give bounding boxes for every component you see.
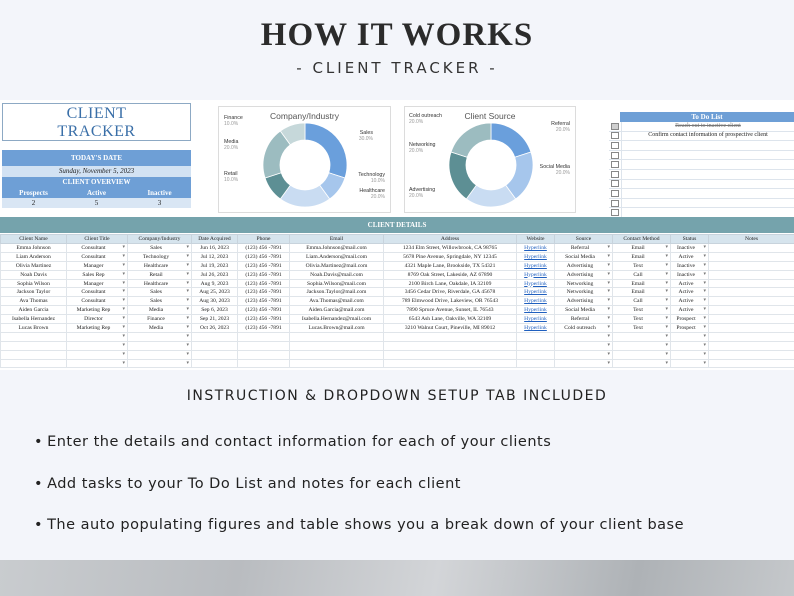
table-cell[interactable] — [238, 341, 290, 350]
table-cell[interactable]: Email ▾ — [613, 288, 671, 297]
website-link-cell[interactable]: Hyperlink — [517, 288, 555, 297]
client-details-header: CLIENT DETAILS — [0, 217, 794, 233]
overview-value-prospects: 2 — [31, 199, 36, 207]
column-header: Contact Method — [613, 235, 671, 244]
table-cell[interactable]: Call ▾ — [613, 270, 671, 279]
table-cell[interactable]: (123) 456 -7891 — [238, 297, 290, 306]
table-cell[interactable] — [67, 350, 128, 359]
instruction-bullet-1: • Enter the details and contact information for each of your clients — [34, 434, 551, 450]
table-cell[interactable]: Active ▾ — [671, 297, 709, 306]
todo-list — [609, 112, 794, 218]
table-cell[interactable]: Lucas.Brown@mail.com — [290, 324, 384, 333]
table-row — [1, 252, 794, 261]
overview-value-inactive: 3 — [157, 199, 162, 207]
todo-item[interactable] — [609, 189, 794, 199]
table-cell[interactable]: Jul 19, 2023 — [192, 261, 238, 270]
marble-footer — [0, 560, 794, 596]
table-cell[interactable]: Emma.Johnson@mail.com — [290, 244, 384, 253]
todays-date-value[interactable]: Sunday, November 5, 2023 — [2, 166, 191, 177]
table-cell[interactable]: Marketing Rep ▾ — [67, 306, 128, 315]
instruction-bullet-3: • The auto populating figures and table shows you a break down of your client base — [34, 517, 684, 533]
client-tracker-title — [2, 103, 191, 141]
percent-label: 10.0% — [224, 177, 239, 183]
table-cell[interactable]: Advertising ▾ — [555, 261, 613, 270]
page-title: HOW IT WORKS — [260, 17, 534, 53]
table-cell[interactable] — [192, 359, 238, 368]
todo-item[interactable] — [609, 160, 794, 170]
website-link-cell[interactable]: Hyperlink — [517, 244, 555, 253]
table-cell[interactable]: Inactive ▾ — [671, 244, 709, 253]
table-cell[interactable]: Oct 26, 2023 — [192, 324, 238, 333]
table-cell[interactable] — [238, 359, 290, 368]
table-cell[interactable]: Email ▾ — [613, 252, 671, 261]
todo-text[interactable] — [621, 208, 794, 217]
table-cell[interactable] — [555, 332, 613, 341]
table-cell[interactable]: Text ▾ — [613, 315, 671, 324]
company-industry-chart — [219, 107, 390, 212]
table-cell[interactable]: Jul 12, 2023 — [192, 252, 238, 261]
table-cell[interactable]: Liam Anderson — [1, 252, 67, 261]
table-cell[interactable] — [709, 324, 794, 333]
overview-label-inactive: Inactive — [147, 189, 172, 197]
column-header: Date Acquired — [192, 235, 238, 244]
table-cell[interactable] — [290, 341, 384, 350]
legend-label: Cold outreach — [409, 113, 442, 119]
table-cell[interactable]: (123) 456 -7891 — [238, 315, 290, 324]
table-row — [1, 270, 794, 279]
table-row — [1, 244, 794, 253]
table-cell[interactable]: Noah Davis — [1, 270, 67, 279]
table-row — [1, 261, 794, 270]
table-row — [1, 315, 794, 324]
table-cell[interactable] — [128, 359, 192, 368]
tracker-title-line2: TRACKER — [57, 123, 136, 140]
table-cell[interactable] — [192, 341, 238, 350]
table-cell[interactable]: Media ▾ — [128, 324, 192, 333]
website-link-cell[interactable]: Hyperlink — [517, 324, 555, 333]
column-header: Phone — [238, 235, 290, 244]
table-row — [1, 306, 794, 315]
table-row — [1, 297, 794, 306]
table-cell[interactable] — [613, 350, 671, 359]
table-cell[interactable] — [1, 350, 67, 359]
table-cell[interactable]: Text ▾ — [613, 324, 671, 333]
table-cell[interactable]: 789 Elmwood Drive, Lakeview, OR 76543 — [384, 297, 517, 306]
table-row — [1, 350, 794, 359]
client-overview-header: CLIENT OVERVIEW — [2, 177, 191, 188]
legend-label: Networking — [409, 142, 436, 148]
table-cell[interactable]: (123) 456 -7891 — [238, 261, 290, 270]
table-cell[interactable]: Technology ▾ — [128, 252, 192, 261]
website-link-cell[interactable]: Hyperlink — [517, 315, 555, 324]
table-cell[interactable]: 6543 Ash Lane, Oakville, WA 32109 — [384, 315, 517, 324]
client-source-chart — [405, 107, 575, 212]
table-cell[interactable] — [384, 341, 517, 350]
percent-label: 20.0% — [224, 145, 239, 151]
table-cell[interactable]: Director ▾ — [67, 315, 128, 324]
todo-item[interactable] — [609, 170, 794, 180]
percent-label: 30.0% — [358, 136, 373, 142]
table-cell[interactable]: Sophia Wilson — [1, 279, 67, 288]
table-row — [1, 324, 794, 333]
table-cell[interactable]: 7890 Spruce Avenue, Sunset, IL 76543 — [384, 306, 517, 315]
table-cell[interactable]: Advertising ▾ — [555, 297, 613, 306]
table-cell[interactable]: Social Media ▾ — [555, 306, 613, 315]
table-cell[interactable]: Active ▾ — [671, 279, 709, 288]
table-cell[interactable] — [709, 306, 794, 315]
legend-label: Social Media — [539, 164, 570, 170]
todo-item[interactable] — [609, 151, 794, 161]
table-cell[interactable]: (123) 456 -7891 — [238, 324, 290, 333]
table-cell[interactable]: Manager ▾ — [67, 261, 128, 270]
table-cell[interactable] — [128, 341, 192, 350]
todo-list-header: To Do List — [620, 112, 794, 122]
table-cell[interactable] — [671, 341, 709, 350]
table-cell[interactable]: Sophia.Wilson@mail.com — [290, 279, 384, 288]
table-cell[interactable] — [67, 332, 128, 341]
table-cell[interactable]: Olivia Martinez — [1, 261, 67, 270]
table-cell[interactable]: Social Media ▾ — [555, 252, 613, 261]
table-cell[interactable]: Sales Rep ▾ — [67, 270, 128, 279]
table-cell[interactable]: Aug 25, 2023 — [192, 288, 238, 297]
todo-checkbox[interactable] — [611, 123, 619, 130]
table-cell[interactable]: Inactive ▾ — [671, 261, 709, 270]
table-cell[interactable]: 4321 Maple Lane, Brookside, TX 54321 — [384, 261, 517, 270]
todo-checkbox[interactable] — [611, 161, 619, 168]
table-cell[interactable]: Isabella.Hernandez@mail.com — [290, 315, 384, 324]
todo-text[interactable] — [621, 189, 794, 198]
legend-label: Referral — [551, 121, 570, 127]
todo-checkbox[interactable] — [611, 132, 619, 139]
table-cell[interactable]: (123) 456 -7891 — [238, 306, 290, 315]
table-cell[interactable]: Olivia.Martinez@mail.com — [290, 261, 384, 270]
table-cell[interactable]: Referral ▾ — [555, 315, 613, 324]
column-header: Website — [517, 235, 555, 244]
legend-label: Healthcare — [359, 188, 385, 194]
table-cell[interactable]: 3456 Cedar Drive, Riverdale, GA 45678 — [384, 288, 517, 297]
website-link-cell[interactable] — [517, 359, 555, 368]
table-cell[interactable] — [1, 332, 67, 341]
todo-item[interactable] — [609, 122, 794, 132]
todo-item[interactable] — [609, 132, 794, 142]
legend-label: Advertising — [409, 187, 436, 193]
table-cell[interactable]: Consultant ▾ — [67, 288, 128, 297]
company-industry-chart-card — [218, 106, 391, 213]
column-header: Source — [555, 235, 613, 244]
table-cell[interactable]: (123) 456 -7891 — [238, 279, 290, 288]
table-cell[interactable]: Prospect ▾ — [671, 315, 709, 324]
table-cell[interactable]: Marketing Rep ▾ — [67, 324, 128, 333]
todo-item[interactable] — [609, 141, 794, 151]
donut-slice — [305, 123, 347, 178]
table-cell[interactable]: Sales ▾ — [128, 244, 192, 253]
table-cell[interactable]: Aiden.Garcia@mail.com — [290, 306, 384, 315]
table-cell[interactable] — [671, 332, 709, 341]
todays-date-header: TODAY'S DATE — [2, 150, 191, 166]
overview-label-active: Active — [86, 189, 107, 197]
table-cell[interactable]: Jackson.Taylor@mail.com — [290, 288, 384, 297]
todo-checkbox[interactable] — [611, 142, 619, 149]
todo-checkbox[interactable] — [611, 171, 619, 178]
todo-checkbox[interactable] — [611, 209, 619, 216]
table-cell[interactable]: Noah.Davis@mail.com — [290, 270, 384, 279]
percent-label: 10.0% — [224, 121, 239, 127]
table-cell[interactable] — [1, 359, 67, 368]
table-cell[interactable]: Sales ▾ — [128, 288, 192, 297]
todo-rows — [609, 122, 794, 218]
table-cell[interactable] — [671, 359, 709, 368]
table-cell[interactable] — [709, 341, 794, 350]
table-cell[interactable] — [671, 350, 709, 359]
table-cell[interactable]: Aug 9, 2023 — [192, 279, 238, 288]
table-cell[interactable] — [709, 350, 794, 359]
table-cell[interactable]: Liam.Anderson@mail.com — [290, 252, 384, 261]
table-cell[interactable] — [709, 252, 794, 261]
website-link-cell[interactable] — [517, 350, 555, 359]
table-cell[interactable]: Inactive ▾ — [671, 270, 709, 279]
website-link-cell[interactable]: Hyperlink — [517, 261, 555, 270]
table-cell[interactable] — [709, 332, 794, 341]
table-cell[interactable] — [555, 341, 613, 350]
table-cell[interactable]: Text ▾ — [613, 306, 671, 315]
overview-value-active: 5 — [94, 199, 99, 207]
todo-item[interactable] — [609, 180, 794, 190]
table-cell[interactable]: Networking ▾ — [555, 279, 613, 288]
table-cell[interactable] — [192, 332, 238, 341]
donut-slice — [451, 123, 491, 157]
table-cell[interactable]: Advertising ▾ — [555, 270, 613, 279]
todo-text[interactable]: Reach out to inactive client — [621, 122, 794, 131]
legend-label: Finance — [224, 115, 243, 121]
table-cell[interactable] — [709, 244, 794, 253]
todo-text[interactable] — [621, 199, 794, 208]
instruction-bullet-2: • Add tasks to your To Do List and notes for each client — [34, 476, 461, 492]
table-cell[interactable]: Consultant ▾ — [67, 297, 128, 306]
table-cell[interactable]: Finance ▾ — [128, 315, 192, 324]
table-cell[interactable] — [290, 350, 384, 359]
table-cell[interactable]: Networking ▾ — [555, 288, 613, 297]
tracker-title-line1: CLIENT — [66, 105, 127, 122]
percent-label: 20.0% — [555, 170, 570, 176]
table-cell[interactable] — [709, 279, 794, 288]
todo-text[interactable] — [621, 160, 794, 169]
table-cell[interactable] — [555, 350, 613, 359]
legend-label: Retail — [224, 171, 238, 177]
spreadsheet-preview — [0, 100, 794, 370]
table-cell[interactable]: 8769 Oak Street, Lakeside, AZ 67890 — [384, 270, 517, 279]
table-cell[interactable]: 5678 Pine Avenue, Springdale, NY 12345 — [384, 252, 517, 261]
column-header: Client Title — [67, 235, 128, 244]
table-cell[interactable]: Email ▾ — [613, 244, 671, 253]
table-cell[interactable]: Text ▾ — [613, 261, 671, 270]
todo-item[interactable] — [609, 199, 794, 209]
todo-text[interactable]: Confirm contact information of prospective client — [621, 131, 794, 140]
table-cell[interactable]: Healthcare ▾ — [128, 261, 192, 270]
table-cell[interactable] — [384, 359, 517, 368]
table-cell[interactable]: 3210 Walnut Court, Pineville, MI 89012 — [384, 324, 517, 333]
table-cell[interactable]: Jul 26, 2023 — [192, 270, 238, 279]
table-row — [1, 279, 794, 288]
todo-checkbox[interactable] — [611, 190, 619, 197]
table-cell[interactable] — [67, 359, 128, 368]
table-cell[interactable] — [709, 297, 794, 306]
table-cell[interactable]: Retail ▾ — [128, 270, 192, 279]
table-cell[interactable] — [709, 261, 794, 270]
table-cell[interactable]: 2100 Birch Lane, Oakdale, IA 32109 — [384, 279, 517, 288]
table-cell[interactable] — [384, 350, 517, 359]
table-cell[interactable] — [128, 332, 192, 341]
legend-label: Sales — [359, 130, 373, 136]
website-link-cell[interactable] — [517, 332, 555, 341]
client-details-table — [0, 234, 794, 368]
column-header: Client Name — [1, 235, 67, 244]
table-cell[interactable]: Referral ▾ — [555, 244, 613, 253]
table-cell[interactable]: Lucas Brown — [1, 324, 67, 333]
table-cell[interactable]: Sales ▾ — [128, 297, 192, 306]
website-link-cell[interactable]: Hyperlink — [517, 297, 555, 306]
column-header: Address — [384, 235, 517, 244]
table-cell[interactable]: Aiden Garcia — [1, 306, 67, 315]
todo-checkbox[interactable] — [611, 200, 619, 207]
table-cell[interactable]: Sep 21, 2023 — [192, 315, 238, 324]
table-cell[interactable]: Jun 16, 2023 — [192, 244, 238, 253]
overview-label-prospects: Prospects — [19, 189, 48, 197]
percent-label: 20.0% — [370, 194, 385, 200]
table-cell[interactable] — [290, 359, 384, 368]
table-row — [1, 288, 794, 297]
table-cell[interactable]: Ava Thomas — [1, 297, 67, 306]
table-cell[interactable]: Emma Johnson — [1, 244, 67, 253]
table-cell[interactable]: Active ▾ — [671, 288, 709, 297]
table-cell[interactable] — [613, 341, 671, 350]
table-cell[interactable] — [555, 359, 613, 368]
table-cell[interactable]: Manager ▾ — [67, 279, 128, 288]
table-cell[interactable]: Sep 6, 2023 — [192, 306, 238, 315]
table-cell[interactable]: Call ▾ — [613, 297, 671, 306]
table-row — [1, 341, 794, 350]
table-cell[interactable]: Media ▾ — [128, 306, 192, 315]
table-cell[interactable] — [709, 315, 794, 324]
table-cell[interactable] — [67, 341, 128, 350]
table-cell[interactable] — [1, 341, 67, 350]
table-cell[interactable] — [613, 359, 671, 368]
table-cell[interactable]: Ava.Thomas@mail.com — [290, 297, 384, 306]
percent-label: 20.0% — [409, 119, 424, 125]
todo-text[interactable] — [621, 179, 794, 188]
instructions-title: INSTRUCTION & DROPDOWN SETUP TAB INCLUDED — [186, 388, 608, 404]
legend-label: Media — [224, 139, 239, 145]
table-cell[interactable] — [238, 332, 290, 341]
percent-label: 20.0% — [409, 193, 424, 199]
table-cell[interactable]: (123) 456 -7891 — [238, 288, 290, 297]
table-header-row — [1, 235, 794, 244]
todo-checkbox[interactable] — [611, 152, 619, 159]
column-header: Company/Industry — [128, 235, 192, 244]
table-body — [1, 244, 794, 368]
page-subtitle: - CLIENT TRACKER - — [296, 59, 498, 77]
table-cell[interactable] — [709, 359, 794, 368]
website-link-cell[interactable]: Hyperlink — [517, 279, 555, 288]
website-link-cell[interactable] — [517, 341, 555, 350]
table-cell[interactable]: Healthcare ▾ — [128, 279, 192, 288]
legend-label: Technology — [358, 172, 385, 178]
client-source-chart-card — [404, 106, 576, 213]
table-cell[interactable]: Active ▾ — [671, 252, 709, 261]
todo-checkbox[interactable] — [611, 180, 619, 187]
table-cell[interactable]: 1234 Elm Street, Willowbrook, CA 98765 — [384, 244, 517, 253]
table-cell[interactable]: (123) 456 -7891 — [238, 270, 290, 279]
table-cell[interactable] — [709, 288, 794, 297]
table-cell[interactable] — [709, 270, 794, 279]
todo-text[interactable] — [621, 141, 794, 150]
table-cell[interactable] — [128, 350, 192, 359]
overview-labels — [2, 188, 191, 198]
table-cell[interactable]: Cold outreach ▾ — [555, 324, 613, 333]
percent-label: 10.0% — [370, 178, 385, 184]
table-cell[interactable] — [613, 332, 671, 341]
table-cell[interactable]: (123) 456 -7891 — [238, 252, 290, 261]
table-cell[interactable] — [384, 332, 517, 341]
todo-text[interactable] — [621, 170, 794, 179]
table-cell[interactable]: Aug 30, 2023 — [192, 297, 238, 306]
table-cell[interactable]: (123) 456 -7891 — [238, 244, 290, 253]
column-header: Notes — [709, 235, 794, 244]
table-cell[interactable]: Isabella Hernandez — [1, 315, 67, 324]
table-cell[interactable]: Consultant ▾ — [67, 244, 128, 253]
website-link-cell[interactable]: Hyperlink — [517, 252, 555, 261]
percent-label: 20.0% — [555, 127, 570, 133]
column-header: Email — [290, 235, 384, 244]
table-cell[interactable]: Consultant ▾ — [67, 252, 128, 261]
table-cell[interactable]: Prospect ▾ — [671, 324, 709, 333]
chart-title: Client Source — [464, 111, 516, 121]
table-cell[interactable]: Active ▾ — [671, 306, 709, 315]
table-cell[interactable]: Jackson Taylor — [1, 288, 67, 297]
website-link-cell[interactable]: Hyperlink — [517, 270, 555, 279]
chart-title: Company/Industry — [270, 111, 339, 121]
table-cell[interactable]: Email ▾ — [613, 279, 671, 288]
table-row — [1, 332, 794, 341]
table-row — [1, 359, 794, 368]
website-link-cell[interactable]: Hyperlink — [517, 306, 555, 315]
overview-values — [2, 198, 191, 208]
donut-slice — [491, 123, 531, 157]
table-cell[interactable] — [290, 332, 384, 341]
table-cell[interactable] — [192, 350, 238, 359]
table-cell[interactable] — [238, 350, 290, 359]
percent-label: 20.0% — [409, 148, 424, 154]
todo-text[interactable] — [621, 151, 794, 160]
column-header: Status — [671, 235, 709, 244]
